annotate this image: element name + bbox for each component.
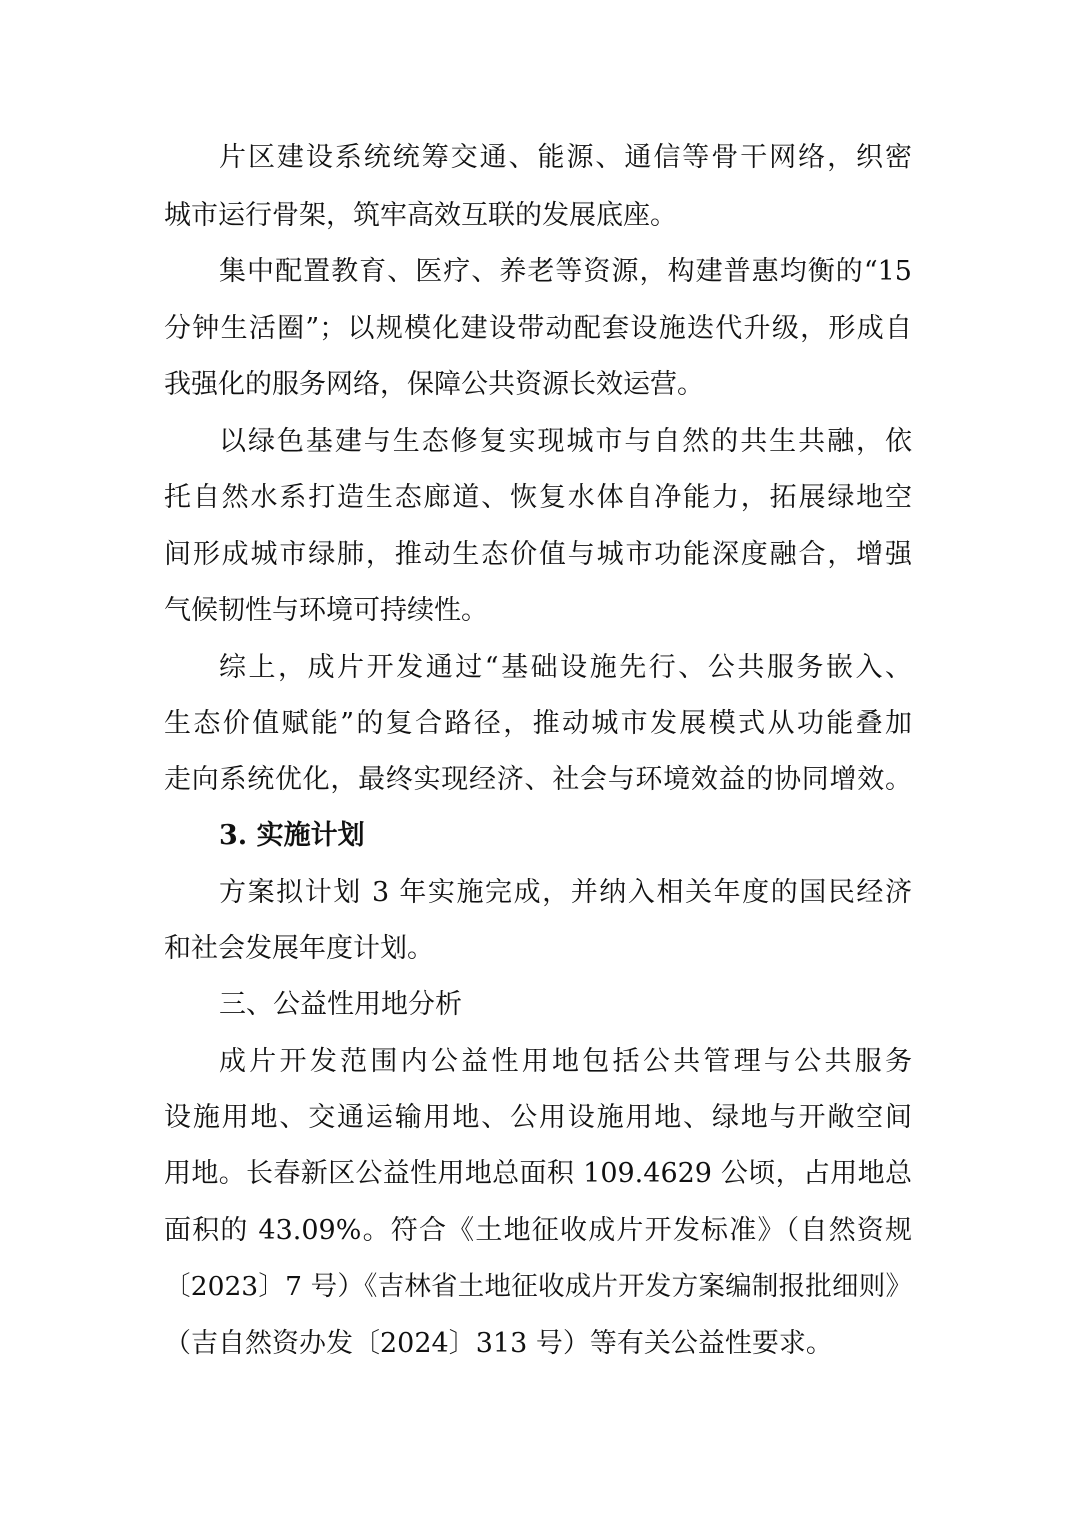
paragraph-line: 用地。长春新区公益性用地总面积 109.4629 公顷，占用地总 <box>164 1158 912 1189</box>
paragraph-line: 集中配置教育、医疗、养老等资源，构建普惠均衡的“15 <box>219 256 912 287</box>
paragraph-line: 设施用地、交通运输用地、公用设施用地、绿地与开敞空间 <box>164 1102 912 1133</box>
paragraph-line: 走向系统优化，最终实现经济、社会与环境效益的协同增效。 <box>164 764 912 795</box>
paragraph-line: 分钟生活圈”；以规模化建设带动配套设施迭代升级，形成自 <box>164 313 912 344</box>
paragraph-line: 间形成城市绿肺，推动生态价值与城市功能深度融合，增强 <box>164 539 912 570</box>
paragraph-line: 片区建设系统统筹交通、能源、通信等骨干网络，织密 <box>219 142 912 173</box>
paragraph-line: 托自然水系打造生态廊道、恢复水体自净能力，拓展绿地空 <box>164 482 912 513</box>
paragraph-line: 以绿色基建与生态修复实现城市与自然的共生共融，依 <box>219 426 912 457</box>
section-heading: 三、公益性用地分析 <box>219 989 462 1020</box>
paragraph-line: 综上，成片开发通过“基础设施先行、公共服务嵌入、 <box>219 652 912 683</box>
paragraph-line: （吉自然资办发〔2024〕313 号）等有关公益性要求。 <box>164 1328 833 1359</box>
paragraph-line: 生态价值赋能”的复合路径，推动城市发展模式从功能叠加 <box>164 708 912 739</box>
paragraph-line: 城市运行骨架，筑牢高效互联的发展底座。 <box>164 200 677 231</box>
paragraph-line: 和社会发展年度计划。 <box>164 933 434 964</box>
section-heading: 3. 实施计划 <box>219 820 365 851</box>
paragraph-line: 气候韧性与环境可持续性。 <box>164 595 488 626</box>
paragraph-line: 成片开发范围内公益性用地包括公共管理与公共服务 <box>219 1046 912 1077</box>
paragraph-line: 〔2023〕7 号）《吉林省土地征收成片开发方案编制报批细则》 <box>164 1271 912 1302</box>
paragraph-line: 面积的 43.09%。符合《土地征收成片开发标准》（自然资规 <box>164 1215 912 1246</box>
paragraph-line: 我强化的服务网络，保障公共资源长效运营。 <box>164 369 704 400</box>
paragraph-line: 方案拟计划 3 年实施完成，并纳入相关年度的国民经济 <box>219 877 912 908</box>
